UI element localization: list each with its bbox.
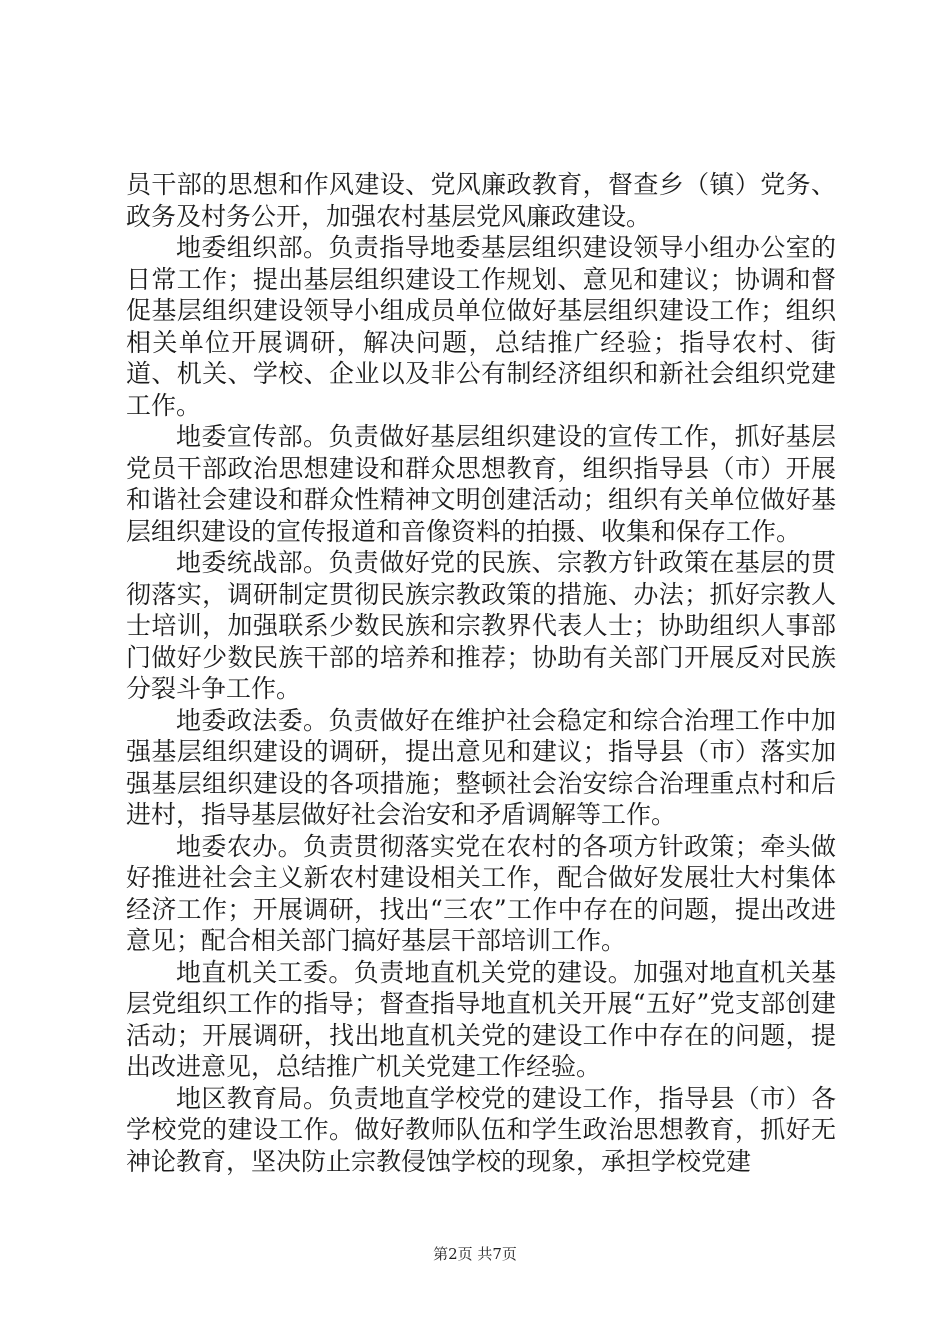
paragraph-continuation: 员干部的思想和作风建设、党风廉政教育，督查乡（镇）党务、政务及村务公开，加强农村基层党风廉政建设。 [126, 170, 836, 231]
paragraph-publicity-dept: 地委宣传部。负责做好基层组织建设的宣传工作，抓好基层党员干部政治思想建设和群众思想教育，组织指导县（市）开展和谐社会建设和群众性精神文明创建活动；组织有关单位做好基层组织建设的宣传报道和音像资料的拍摄、收集和保存工作。 [126, 422, 836, 546]
paragraph-rural-office: 地委农办。负责贯彻落实党在农村的各项方针政策；牵头做好推进社会主义新农村建设相关工作，配合做好发展壮大村集体经济工作；开展调研，找出“三农”工作中存在的问题，提出改进意见；配合相关部门搞好基层干部培训工作。 [126, 831, 836, 955]
paragraph-united-front-dept: 地委统战部。负责做好党的民族、宗教方针政策在基层的贯彻落实，调研制定贯彻民族宗教政策的措施、办法；抓好宗教人士培训，加强联系少数民族和宗教界代表人士；协助组织人事部门做好少数民族干部的培养和推荐；协助有关部门开展反对民族分裂斗争工作。 [126, 548, 836, 703]
paragraph-political-legal-committee: 地委政法委。负责做好在维护社会稳定和综合治理工作中加强基层组织建设的调研，提出意见和建议；指导县（市）落实加强基层组织建设的各项措施；整顿社会治安综合治理重点村和后进村，指导基层做好社会治安和矛盾调解等工作。 [126, 705, 836, 829]
paragraph-education-bureau: 地区教育局。负责地直学校党的建设工作，指导县（市）各学校党的建设工作。做好教师队伍和学生政治思想教育，抓好无神论教育，坚决防止宗教侵蚀学校的现象，承担学校党建 [126, 1083, 836, 1176]
paragraph-organization-dept: 地委组织部。负责指导地委基层组织建设领导小组办公室的日常工作；提出基层组织建设工作规划、意见和建议；协调和督促基层组织建设领导小组成员单位做好基层组织建设工作；组织相关单位开展调研，解决问题，总结推广经验；指导农村、街道、机关、学校、企业以及非公有制经济组织和新社会组织党建工作。 [126, 233, 836, 420]
document-body [126, 169, 836, 1177]
page-number-footer: 第2页 共7页 [433, 1245, 517, 1263]
paragraph-organs-working-committee: 地直机关工委。负责地直机关党的建设。加强对地直机关基层党组织工作的指导；督查指导地直机关开展“五好”党支部创建活动；开展调研，找出地直机关党的建设工作中存在的问题，提出改进意见，总结推广机关党建工作经验。 [126, 957, 836, 1081]
